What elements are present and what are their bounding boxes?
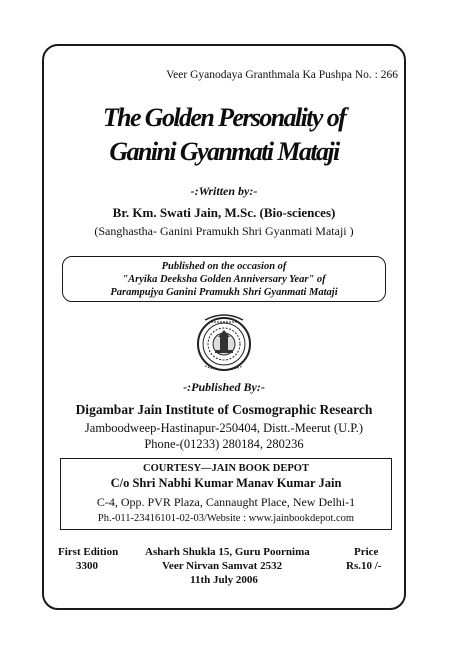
publisher-address: Jamboodweep-Hastinapur-250404, Distt.-Meerut (U.P.) (84, 421, 364, 435)
date-line-1: Asharh Shukla 15, Guru Poornima (145, 546, 310, 558)
publisher-name: Digambar Jain Institute of Cosmographic Research (75, 402, 373, 417)
institute-seal-icon (191, 308, 257, 374)
courtesy-phone-website: Ph.-011-23416101-02-03/Website : www.jainbookdepot.com (97, 513, 355, 524)
written-by-heading: -:Written by:- (190, 184, 258, 198)
occasion-line: "Aryika Deeksha Golden Anniversary Year" of (122, 273, 326, 285)
published-by-heading: -:Published By:- (183, 380, 265, 394)
price-label: Price (354, 546, 379, 558)
courtesy-contact: C/o Shri Nabhi Kumar Manav Kumar Jain (110, 476, 342, 490)
book-title-line-1: The Golden Personality of (102, 103, 346, 132)
date-line-3: 11th July 2006 (190, 574, 258, 586)
date-line-2: Veer Nirvan Samvat 2532 (162, 560, 283, 572)
edition-count: 3300 (76, 560, 98, 572)
occasion-line: Published on the occasion of (161, 260, 287, 272)
publisher-phone: Phone-(01233) 280184, 280236 (144, 437, 304, 451)
author-affiliation: (Sanghastha- Ganini Pramukh Shri Gyanmati Mataji ) (94, 224, 354, 238)
series-number: Veer Gyanodaya Granthmala Ka Pushpa No. : 266 (166, 69, 398, 81)
courtesy-box (60, 458, 392, 530)
courtesy-address: C-4, Opp. PVR Plaza, Cannaught Place, New Delhi-1 (96, 495, 356, 509)
occasion-box (62, 256, 386, 302)
price-value: Rs.10 /- (346, 560, 382, 572)
occasion-line: Parampujya Ganini Pramukh Shri Gyanmati Mataji (110, 286, 338, 298)
author-name: Br. Km. Swati Jain, M.Sc. (Bio-sciences) (112, 205, 336, 220)
courtesy-heading: COURTESY—JAIN BOOK DEPOT (143, 463, 309, 474)
edition-label: First Edition (58, 546, 119, 558)
book-title-line-2: Ganini Gyanmati Mataji (109, 137, 339, 166)
